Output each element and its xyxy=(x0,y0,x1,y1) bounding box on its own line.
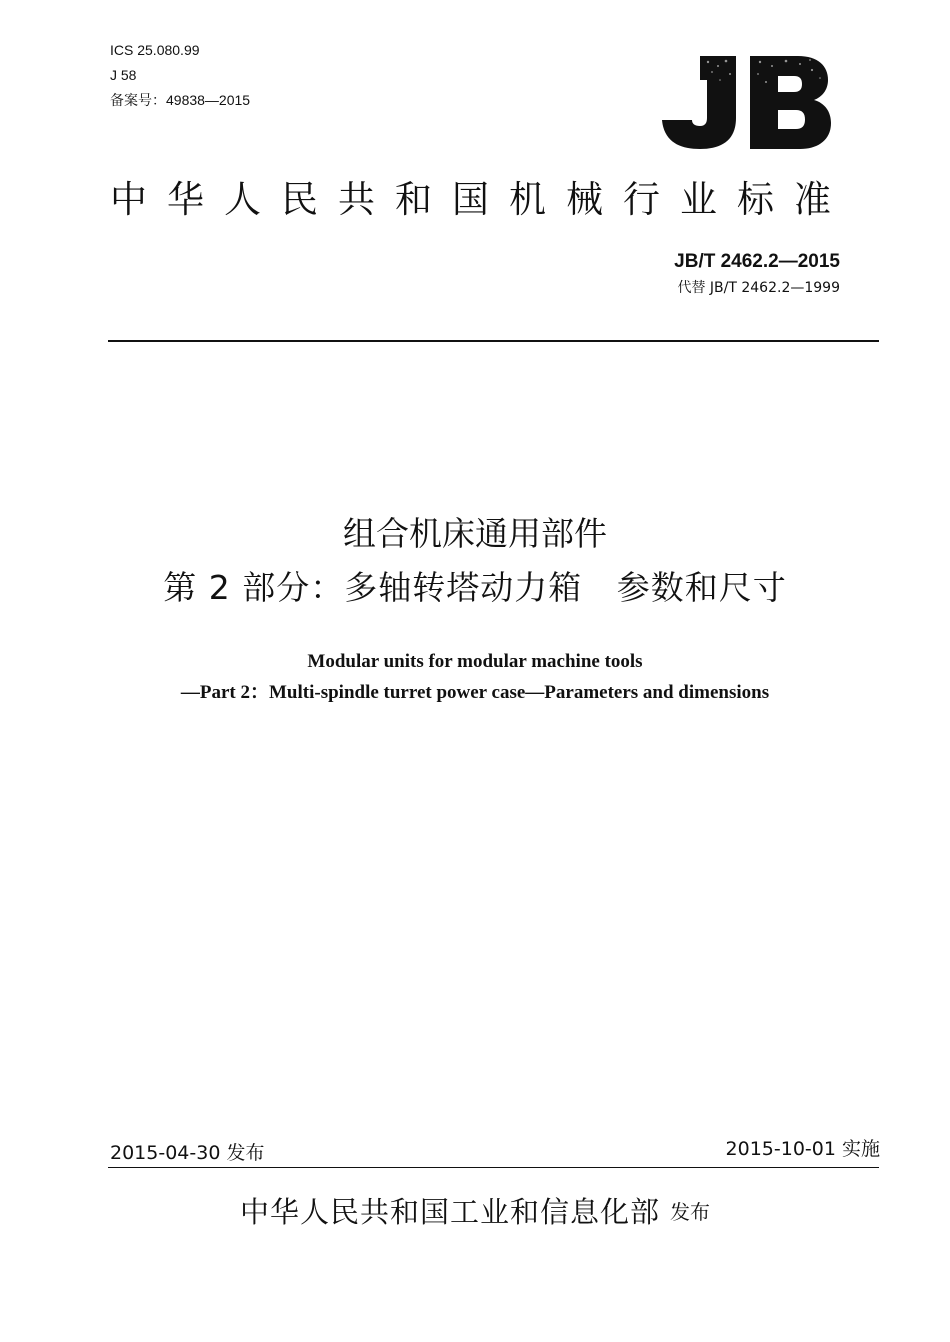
standard-number: JB/T 2462.2—2015 xyxy=(674,251,840,272)
issuing-authority: 中华人民共和国工业和信息化部 xyxy=(239,1195,660,1229)
jb-logo xyxy=(660,52,832,152)
footer-divider xyxy=(108,1167,879,1168)
ccs-code: J 58 xyxy=(110,67,137,83)
header-divider xyxy=(108,340,879,342)
replaced-standard: 代替 JB/T 2462.2—1999 xyxy=(677,280,840,296)
chinese-title-line-2: 第 2 部分：多轴转塔动力箱 参数和尺寸 xyxy=(163,568,787,607)
issuer-suffix: 发布 xyxy=(670,1200,710,1224)
publish-date: 2015-04-30 发布 xyxy=(110,1142,265,1164)
record-number: 备案号：49838—2015 xyxy=(110,92,251,108)
industry-standard-title: 中华人民共和国机械行业标准 xyxy=(110,178,851,221)
logo-letter-j xyxy=(662,56,736,149)
ics-code: ICS 25.080.99 xyxy=(110,42,200,58)
logo-letter-b xyxy=(750,56,831,149)
implementation-date: 2015-10-01 实施 xyxy=(725,1138,880,1160)
issuer-line xyxy=(60,1190,890,1234)
english-title-line-2: —Part 2：Multi-spindle turret power case—Parameters and dimensions xyxy=(180,682,770,703)
chinese-title-line-1: 组合机床通用部件 xyxy=(343,514,607,553)
english-title-line-1: Modular units for modular machine tools xyxy=(307,651,643,672)
